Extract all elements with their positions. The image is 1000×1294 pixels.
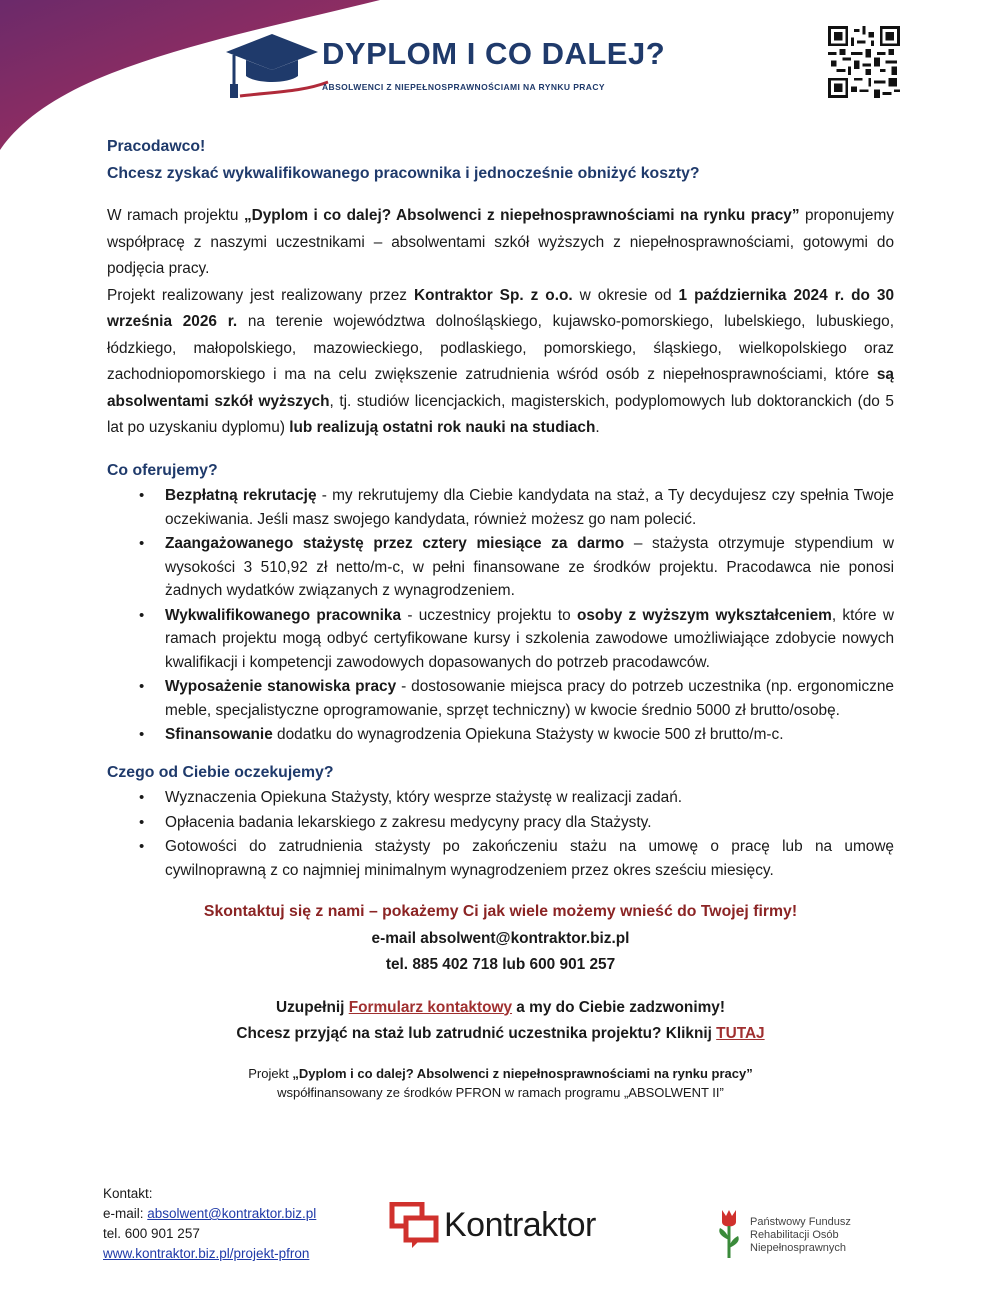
- footer-url-link[interactable]: www.kontraktor.biz.pl/projekt-pfron: [103, 1246, 310, 1261]
- list-item: • Zaangażowanego stażystę przez cztery miesiące za darmo – stażysta otrzymuje stypendium w wysokości 3 510,92 zł netto/m-c, w pełni finansowane ze środków projektu. Pracodawca nie ponosi żadnych wydatków związanych z wynagrodzeniem.: [107, 532, 894, 603]
- logo-title: DYPLOM I CO DALEJ?: [322, 36, 666, 71]
- bullet-icon: •: [139, 487, 145, 504]
- footer-label: Kontakt:: [103, 1186, 153, 1201]
- headline-greeting: Pracodawco!: [107, 138, 206, 155]
- list-item: • Opłacenia badania lekarskiego z zakresu medycyny pracy dla Stażysty.: [107, 811, 894, 835]
- pfron-logo: [714, 1206, 884, 1262]
- footer-contact: [103, 1184, 316, 1264]
- list-item: • Bezpłatną rekrutację - my rekrutujemy dla Ciebie kandydata na staż, a Ty decydujesz czy spełnia Twoje oczekiwania. Jeśli masz swojego kandydata, również możesz go nam polecić.: [107, 484, 894, 531]
- list-item: • Sfinansowanie dodatku do wynagrodzenia Opiekuna Stażysty w kwocie 500 zł brutto/m-c.: [107, 723, 894, 747]
- funding-note: Projekt „Dyplom i co dalej? Absolwenci z niepełnosprawnościami na rynku pracy” współfinansowany ze środków PFRON w ramach programu „ABSOLWENT II”: [248, 1065, 753, 1100]
- bullet-icon: •: [139, 813, 145, 831]
- click-here-link[interactable]: TUTAJ: [716, 1025, 765, 1042]
- tulip-icon: [714, 1206, 744, 1260]
- kontraktor-wordmark: Kontraktor: [444, 1206, 596, 1244]
- speech-bubbles-icon: [388, 1202, 440, 1250]
- graduation-cap-icon: [222, 26, 332, 110]
- bullet-icon: •: [139, 838, 145, 855]
- click-here-line: Chcesz przyjąć na staż lub zatrudnić uczestnika projektu? Kliknij TUTAJ: [236, 1025, 765, 1042]
- qr-code[interactable]: [828, 26, 900, 98]
- intro-paragraph-1: W ramach projektu „Dyplom i co dalej? Absolwenci z niepełnosprawnościami na rynku pracy” proponujemy współpracę z naszymi uczestnikami – absolwentami szkół wyższych z niepełnosprawnościami, gotowymi do podjęcia pracy.: [107, 207, 894, 277]
- list-item: • Wyposażenie stanowiska pracy - dostosowanie miejsca pracy do potrzeb uczestnika (np. ergonomiczne meble, specjalistyczne oprogramowanie, sprzęt techniczny) w kwocie średnio 5000 zł brutto/osobę.: [107, 675, 894, 722]
- expect-list: [107, 786, 894, 882]
- pfron-name: Państwowy Fundusz Rehabilitacji Osób Niepełnosprawnych: [750, 1216, 851, 1254]
- list-item: • Wyznaczenia Opiekuna Stażysty, który wesprze stażystę w realizacji zadań.: [107, 786, 894, 810]
- contact-cta: Skontaktuj się z nami – pokażemy Ci jak wiele możemy wnieść do Twojej firmy!: [203, 903, 798, 920]
- list-item: • Wykwalifikowanego pracownika - uczestnicy projektu to osoby z wyższym wykształceniem, które w ramach projektu mogą odbyć certyfikowane kursy i szkolenia zawodowe umożliwiające zdobycie nowych kwalifikacji i kompetencji zawodowych dopasowanych do potrzeb pracodawców.: [107, 604, 894, 675]
- project-logo: [222, 26, 666, 110]
- footer-email-line: e-mail: absolwent@kontraktor.biz.pl: [103, 1206, 317, 1221]
- logo-subtitle: ABSOLWENCI Z NIEPEŁNOSPRAWNOŚCIAMI NA RYNKU PRACY: [322, 82, 605, 92]
- contact-email[interactable]: e-mail absolwent@kontraktor.biz.pl: [371, 929, 630, 947]
- expect-heading: Czego od Ciebie oczekujemy?: [107, 763, 334, 781]
- offer-heading: Co oferujemy?: [107, 461, 218, 479]
- intro-paragraph-2: Projekt realizowany jest realizowany przez Kontraktor Sp. z o.o. w okresie od 1 października 2024 r. do 30 września 2026 r. na terenie województwa dolnośląskiego, kujawsko-pomorskiego, lubelskiego, lubuskiego, łódzkiego, małopolskiego, mazowieckiego, podlaskiego, pomorskiego, śląskiego, wielkopolskiego oraz zachodniopomorskiego i ma na celu zwiększenie zatrudnienia wśród osób z niepełnosprawnościami, które są absolwentami szkół wyższych, tj. studiów licencjackich, magisterskich, podyplomowych lub doktoranckich (do 5 lat po uzyskaniu dyplomu) lub realizują ostatni rok nauki na studiach.: [107, 286, 895, 436]
- offer-list: [107, 484, 894, 747]
- bullet-icon: •: [139, 606, 145, 624]
- footer-phone: tel. 600 901 257: [103, 1226, 200, 1241]
- footer-email-link[interactable]: absolwent@kontraktor.biz.pl: [147, 1206, 317, 1221]
- bullet-icon: •: [139, 678, 145, 695]
- main-content: [107, 134, 894, 1102]
- contact-form-line: Uzupełnij Formularz kontaktowy a my do Ciebie zadzwonimy!: [276, 998, 725, 1016]
- kontraktor-logo: [388, 1200, 608, 1254]
- contact-form-link[interactable]: Formularz kontaktowy: [348, 998, 513, 1016]
- bullet-icon: •: [139, 789, 145, 806]
- headline-question: Chcesz zyskać wykwalifikowanego pracownika i jednocześnie obniżyć koszty?: [107, 164, 700, 182]
- bullet-icon: •: [139, 726, 145, 743]
- contact-phone: tel. 885 402 718 lub 600 901 257: [385, 956, 616, 973]
- list-item: • Gotowości do zatrudnienia stażysty po zakończeniu stażu na umowę o pracę lub na umowę cywilnoprawną z co najmniej minimalnym wynagrodzeniem przez okres sześciu miesięcy.: [107, 835, 894, 882]
- bullet-icon: •: [139, 535, 145, 552]
